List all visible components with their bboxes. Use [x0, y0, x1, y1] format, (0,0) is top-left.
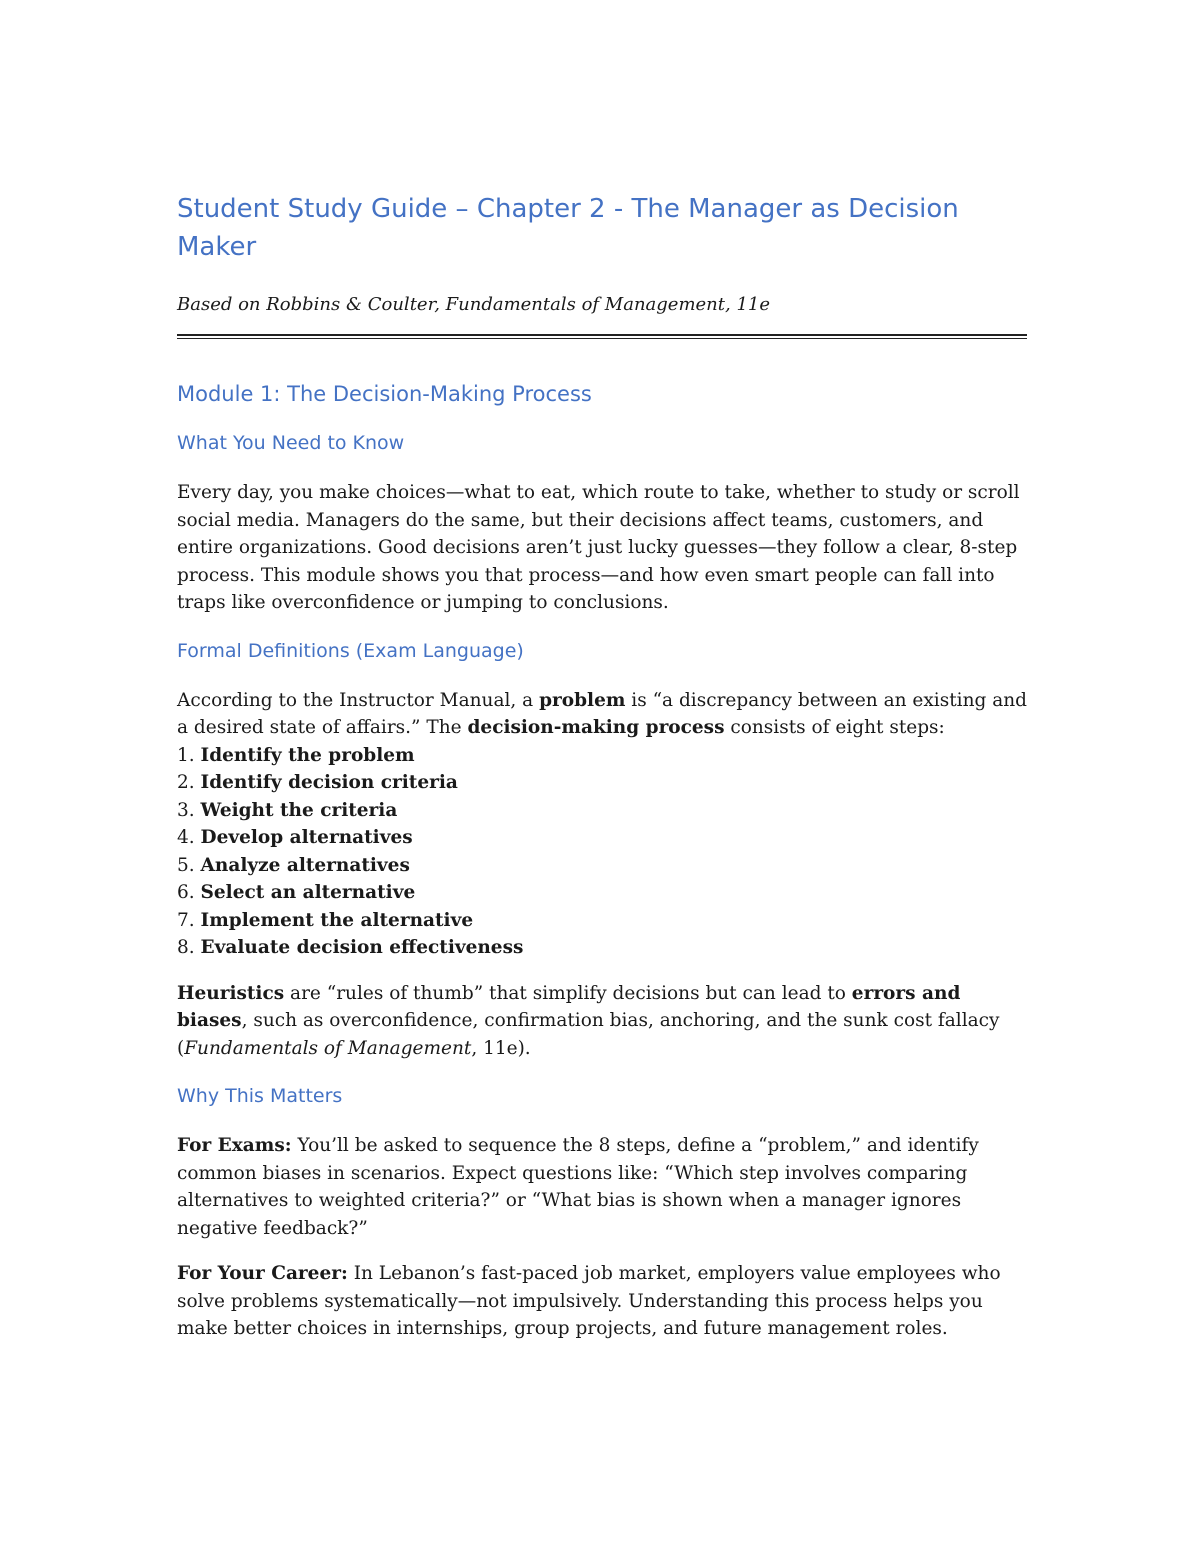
book-title: Fundamentals of Management — [184, 1037, 472, 1059]
step-item: 1. Identify the problem — [177, 744, 415, 766]
heuristics-term: Heuristics — [177, 982, 285, 1004]
document-page — [177, 190, 1027, 1343]
why-matters-heading: Why This Matters — [177, 1085, 343, 1107]
step-item: 8. Evaluate decision effectiveness — [177, 937, 524, 958]
document-title: Student Study Guide – Chapter 2 - The Manager as Decision Maker — [177, 194, 959, 262]
step-item: 2. Identify decision criteria — [177, 772, 458, 793]
step-item: 3. Weight the criteria — [177, 799, 398, 821]
what-you-need-heading: What You Need to Know — [177, 432, 405, 454]
step-item: 7. Implement the alternative — [177, 909, 474, 931]
title-divider — [177, 334, 1027, 339]
formal-definitions-paragraph — [177, 687, 1027, 742]
for-exams-label: For Exams: — [177, 1135, 292, 1156]
formal-text-3: consists of eight steps: — [724, 717, 945, 738]
for-career-paragraph: For Your Career: In Lebanon’s fast-paced job market, employers value employees who solve problems systematically—not impulsively. Understanding this process helps you make better choices in internships, group projects, and future management roles. — [177, 1263, 1001, 1339]
what-you-need-paragraph: Every day, you make choices—what to eat, which route to take, whether to study or scroll social media. Managers do the same, but their decisions affect teams, customers, and entire organizations. Good decisions aren’t just lucky guesses—they follow a clear, 8-step process. This module shows you that process—and how even smart people can fall into traps like overconfidence or jumping to conclusions. — [177, 482, 1020, 613]
heuristics-paragraph: Heuristics are “rules of thumb” that simplify decisions but can lead to errors and biases, such as overconfidence, confirmation bias, anchoring, and the sunk cost fallacy (Fundamentals of Management, 11e). — [177, 982, 1000, 1059]
step-item: 6. Select an alternative — [177, 882, 416, 903]
formal-text-2: is “a discrepancy between an existing and a desired state of affairs.” The — [177, 689, 1027, 738]
problem-term: problem — [539, 689, 626, 711]
formal-definitions-heading: Formal Definitions (Exam Language) — [177, 639, 524, 662]
errors-biases-term: errors and biases — [177, 982, 961, 1031]
decision-process-term: decision-making process — [467, 717, 725, 738]
document-subtitle: Based on Robbins & Coulter, Fundamentals of Management, 11e — [177, 294, 770, 315]
module-heading: Module 1: The Decision-Making Process — [177, 382, 592, 406]
step-item: 5. Analyze alternatives — [177, 854, 410, 876]
for-career-label: For Your Career: — [177, 1263, 348, 1284]
formal-text-1: According to the Instructor Manual, a — [177, 689, 540, 711]
decision-steps-list — [177, 742, 1027, 962]
step-item: 4. Develop alternatives — [177, 827, 413, 848]
for-exams-paragraph: For Exams: You’ll be asked to sequence the 8 steps, define a “problem,” and identify common biases in scenarios. Expect questions like: “Which step involves comparing alternatives to weighted criteria?” or “What bias is shown when a manager ignores negative feedback?” — [177, 1135, 979, 1239]
